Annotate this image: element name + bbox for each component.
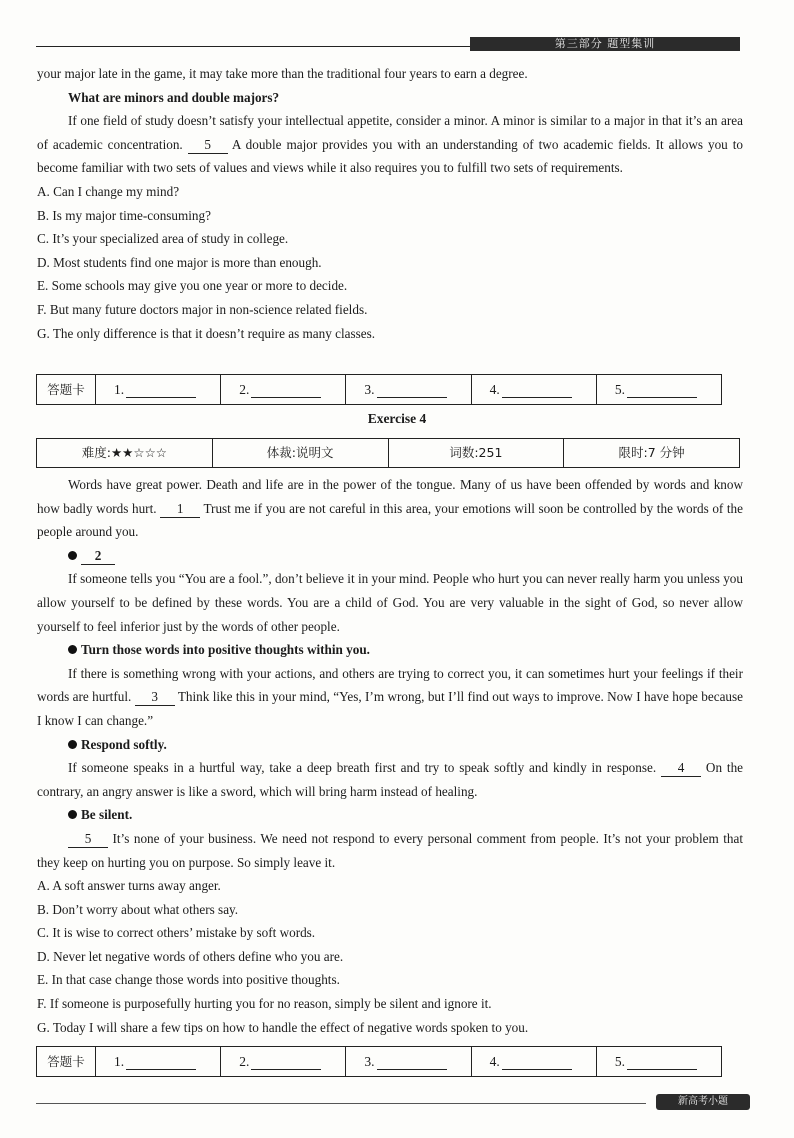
bullet-icon bbox=[68, 551, 77, 560]
bullet-icon bbox=[68, 810, 77, 819]
option-e: E. In that case change those words into positive thoughts. bbox=[37, 972, 340, 988]
header-banner: 第三部分 题型集训 bbox=[470, 37, 740, 51]
answer-card-label: 答题卡 bbox=[37, 1047, 96, 1076]
option-e: E. Some schools may give you one year or more to decide. bbox=[37, 278, 348, 294]
answer-line[interactable] bbox=[377, 382, 447, 398]
answer-slot-4[interactable]: 4. bbox=[472, 1047, 597, 1076]
option-f: F. But many future doctors major in non-science related fields. bbox=[37, 301, 368, 317]
option-a: A. Can I change my mind? bbox=[37, 183, 180, 199]
option-g: G. Today I will share a few tips on how to handle the effect of negative words spoken to you. bbox=[37, 1019, 529, 1035]
blank-5[interactable]: 5 bbox=[68, 831, 108, 848]
section-question: What are minors and double majors? bbox=[68, 89, 280, 105]
difficulty-cell: 难度:★★☆☆☆ bbox=[37, 439, 213, 467]
option-g: G. The only difference is that it doesn’t require as many classes. bbox=[37, 325, 376, 341]
answer-line[interactable] bbox=[251, 1054, 321, 1070]
blank-4[interactable]: 4 bbox=[661, 760, 701, 777]
answer-line[interactable] bbox=[126, 1054, 196, 1070]
option-c: C. It is wise to correct others’ mistake by soft words. bbox=[37, 925, 316, 941]
option-b: B. Don’t worry about what others say. bbox=[37, 901, 239, 917]
answer-slot-2[interactable]: 2. bbox=[221, 375, 346, 404]
passage-paragraph-3: If there is something wrong with your actions, and others are trying to correct you, it can sometimes hurt your feelings if their words are hurtful. 3 Think like this in your mind, “Yes, I’m wrong, but I’ll find out ways to improve. Now I have hope because I know I can change.” bbox=[37, 665, 744, 728]
option-f: F. If someone is purposefully hurting you for no reason, simply be silent and ignore it. bbox=[37, 996, 492, 1012]
bullet-icon bbox=[68, 645, 77, 654]
answer-line[interactable] bbox=[377, 1054, 447, 1070]
exercise-info-table bbox=[36, 438, 740, 468]
passage-paragraph-5: 5 It’s none of your business. We need not respond to every personal comment from people. It’s not your problem that they keep on hurting you on purpose. So simply leave it. bbox=[37, 830, 744, 870]
footer-rule bbox=[36, 1103, 646, 1104]
answer-line[interactable] bbox=[627, 382, 697, 398]
continued-line: your major late in the game, it may take more than the traditional four years to earn a degree. bbox=[37, 66, 528, 81]
blank-1[interactable]: 1 bbox=[160, 501, 200, 518]
answer-card-label: 答题卡 bbox=[37, 375, 96, 404]
heading-positive-thoughts: Turn those words into positive thoughts within you. bbox=[37, 638, 743, 662]
blank-2[interactable]: 2 bbox=[81, 548, 115, 565]
minor-text-a: If one field of study doesn’t satisfy your intellectual appetite, consider a minor. A minor is similar to a major in that it’s an area of academic concentration. bbox=[37, 113, 743, 152]
passage-paragraph-4: If someone speaks in a hurtful way, take a deep breath first and try to speak softly and kindly in response. 4 On the contrary, an angry answer is like a sword, which will bring harm instead of healing. bbox=[37, 760, 744, 799]
answer-line[interactable] bbox=[126, 382, 196, 398]
option-a: A. A soft answer turns away anger. bbox=[37, 878, 221, 894]
genre-cell: 体裁:说明文 bbox=[213, 439, 389, 467]
exercise-title: Exercise 4 bbox=[367, 411, 427, 426]
blank-5[interactable]: 5 bbox=[188, 137, 228, 154]
answer-line[interactable] bbox=[251, 382, 321, 398]
option-d: D. Never let negative words of others define who you are. bbox=[37, 948, 344, 964]
answer-slot-3[interactable]: 3. bbox=[346, 1047, 471, 1076]
answer-slot-4[interactable]: 4. bbox=[472, 375, 597, 404]
option-c: C. It’s your specialized area of study in college. bbox=[37, 231, 289, 247]
word-count-cell: 词数:251 bbox=[389, 439, 565, 467]
passage-paragraph-1: Words have great power. Death and life are in the power of the tongue. Many of us have been offended by words and know how badly words hurt. 1 Trust me if you are not careful in this area, your emotions will soon be controlled by the words of the people around you. bbox=[37, 477, 743, 540]
answer-slot-1[interactable]: 1. bbox=[96, 1047, 221, 1076]
heading-respond-softly: Respond softly. bbox=[37, 733, 743, 757]
option-b: B. Is my major time-consuming? bbox=[37, 207, 211, 223]
answer-slot-5[interactable]: 5. bbox=[597, 1047, 721, 1076]
answer-slot-1[interactable]: 1. bbox=[96, 375, 221, 404]
answer-line[interactable] bbox=[627, 1054, 697, 1070]
passage-paragraph-2: If someone tells you “You are a fool.”, don’t believe it in your mind. People who hurt you can never really harm you unless you allow yourself to be defined by these words. You are a child of God. You are very valuable in the sight of God, so never allow yourself to feel inferior just by the words of other people. bbox=[37, 571, 743, 634]
minor-paragraph bbox=[37, 109, 743, 180]
answer-slot-2[interactable]: 2. bbox=[221, 1047, 346, 1076]
passage bbox=[37, 473, 743, 1039]
footer-badge: 新高考小题 bbox=[656, 1094, 750, 1110]
previous-exercise-text bbox=[37, 62, 743, 345]
heading-be-silent: Be silent. bbox=[37, 803, 743, 827]
option-d: D. Most students find one major is more than enough. bbox=[37, 254, 322, 270]
answer-slot-5[interactable]: 5. bbox=[597, 375, 721, 404]
blank-3[interactable]: 3 bbox=[135, 689, 175, 706]
minor-text-b: A double major provides you with an understanding of two academic fields. It allows you to become familiar with two sets of values and views while it also requires you to fulfill two sets of requirements. bbox=[37, 136, 743, 176]
answer-slot-3[interactable]: 3. bbox=[346, 375, 471, 404]
answer-card-2 bbox=[36, 1046, 722, 1077]
answer-line[interactable] bbox=[502, 382, 572, 398]
time-limit-cell: 限时:7 分钟 bbox=[618, 445, 685, 460]
heading-blank-2 bbox=[37, 544, 743, 568]
answer-line[interactable] bbox=[502, 1054, 572, 1070]
bullet-icon bbox=[68, 740, 77, 749]
answer-card-1 bbox=[36, 374, 722, 405]
